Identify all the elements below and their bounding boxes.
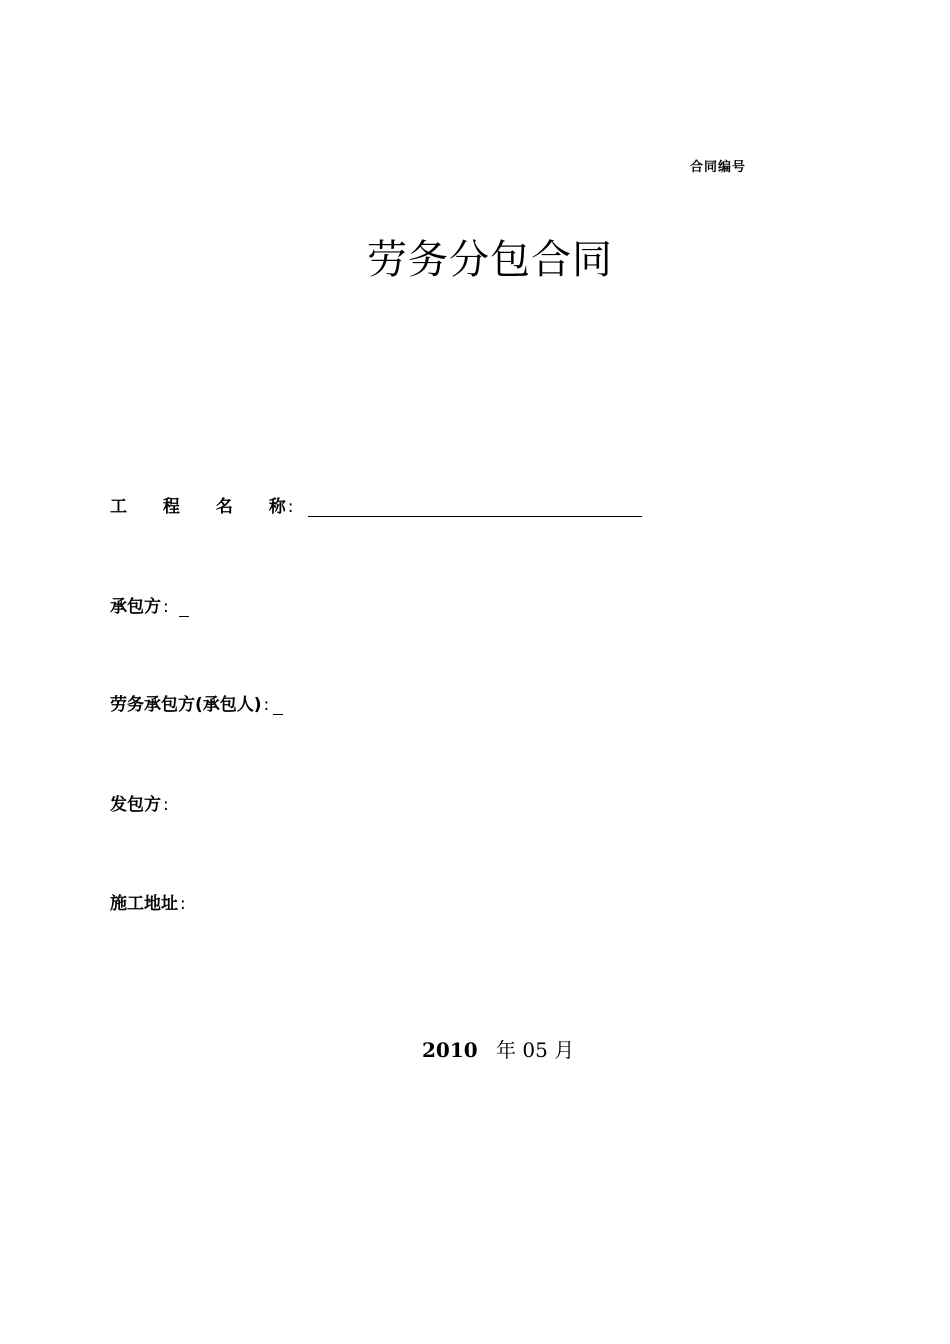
- employer-colon: :: [163, 795, 169, 815]
- project-name-label: [110, 492, 286, 517]
- project-name-label-char: 工: [110, 497, 127, 517]
- site-address-label: 施工地址: [110, 894, 178, 914]
- site-address-field: [110, 889, 186, 914]
- project-name-blank-line: [308, 496, 642, 517]
- date-year-unit: 年: [496, 1038, 517, 1062]
- date-year: 2010: [422, 1038, 478, 1062]
- employer-label: 发包方: [110, 795, 161, 815]
- project-name-label-char: 程: [162, 497, 180, 517]
- contractor-blank-line: [179, 598, 189, 617]
- project-name-label-char: 称: [268, 497, 286, 517]
- labor-contractor-label: 劳务承包方(承包人): [110, 695, 262, 715]
- contractor-colon: :: [163, 597, 169, 617]
- labor-contractor-blank-line: [273, 696, 283, 715]
- labor-contractor-colon: :: [263, 695, 270, 715]
- project-name-label-char: 名: [215, 497, 233, 517]
- date-month: 05: [522, 1038, 548, 1062]
- labor-contractor-field: [110, 690, 283, 715]
- site-address-colon: :: [180, 894, 186, 914]
- contractor-field: [110, 592, 189, 617]
- contract-number-label: 合同编号: [690, 160, 747, 175]
- employer-field: [110, 790, 169, 815]
- contractor-label: 承包方: [110, 597, 161, 617]
- date-month-unit: 月: [554, 1038, 575, 1062]
- contract-date: [422, 1034, 574, 1063]
- project-name-colon: :: [287, 497, 294, 517]
- document-title: 劳务分包合同: [367, 237, 613, 283]
- project-name-field: [110, 492, 642, 517]
